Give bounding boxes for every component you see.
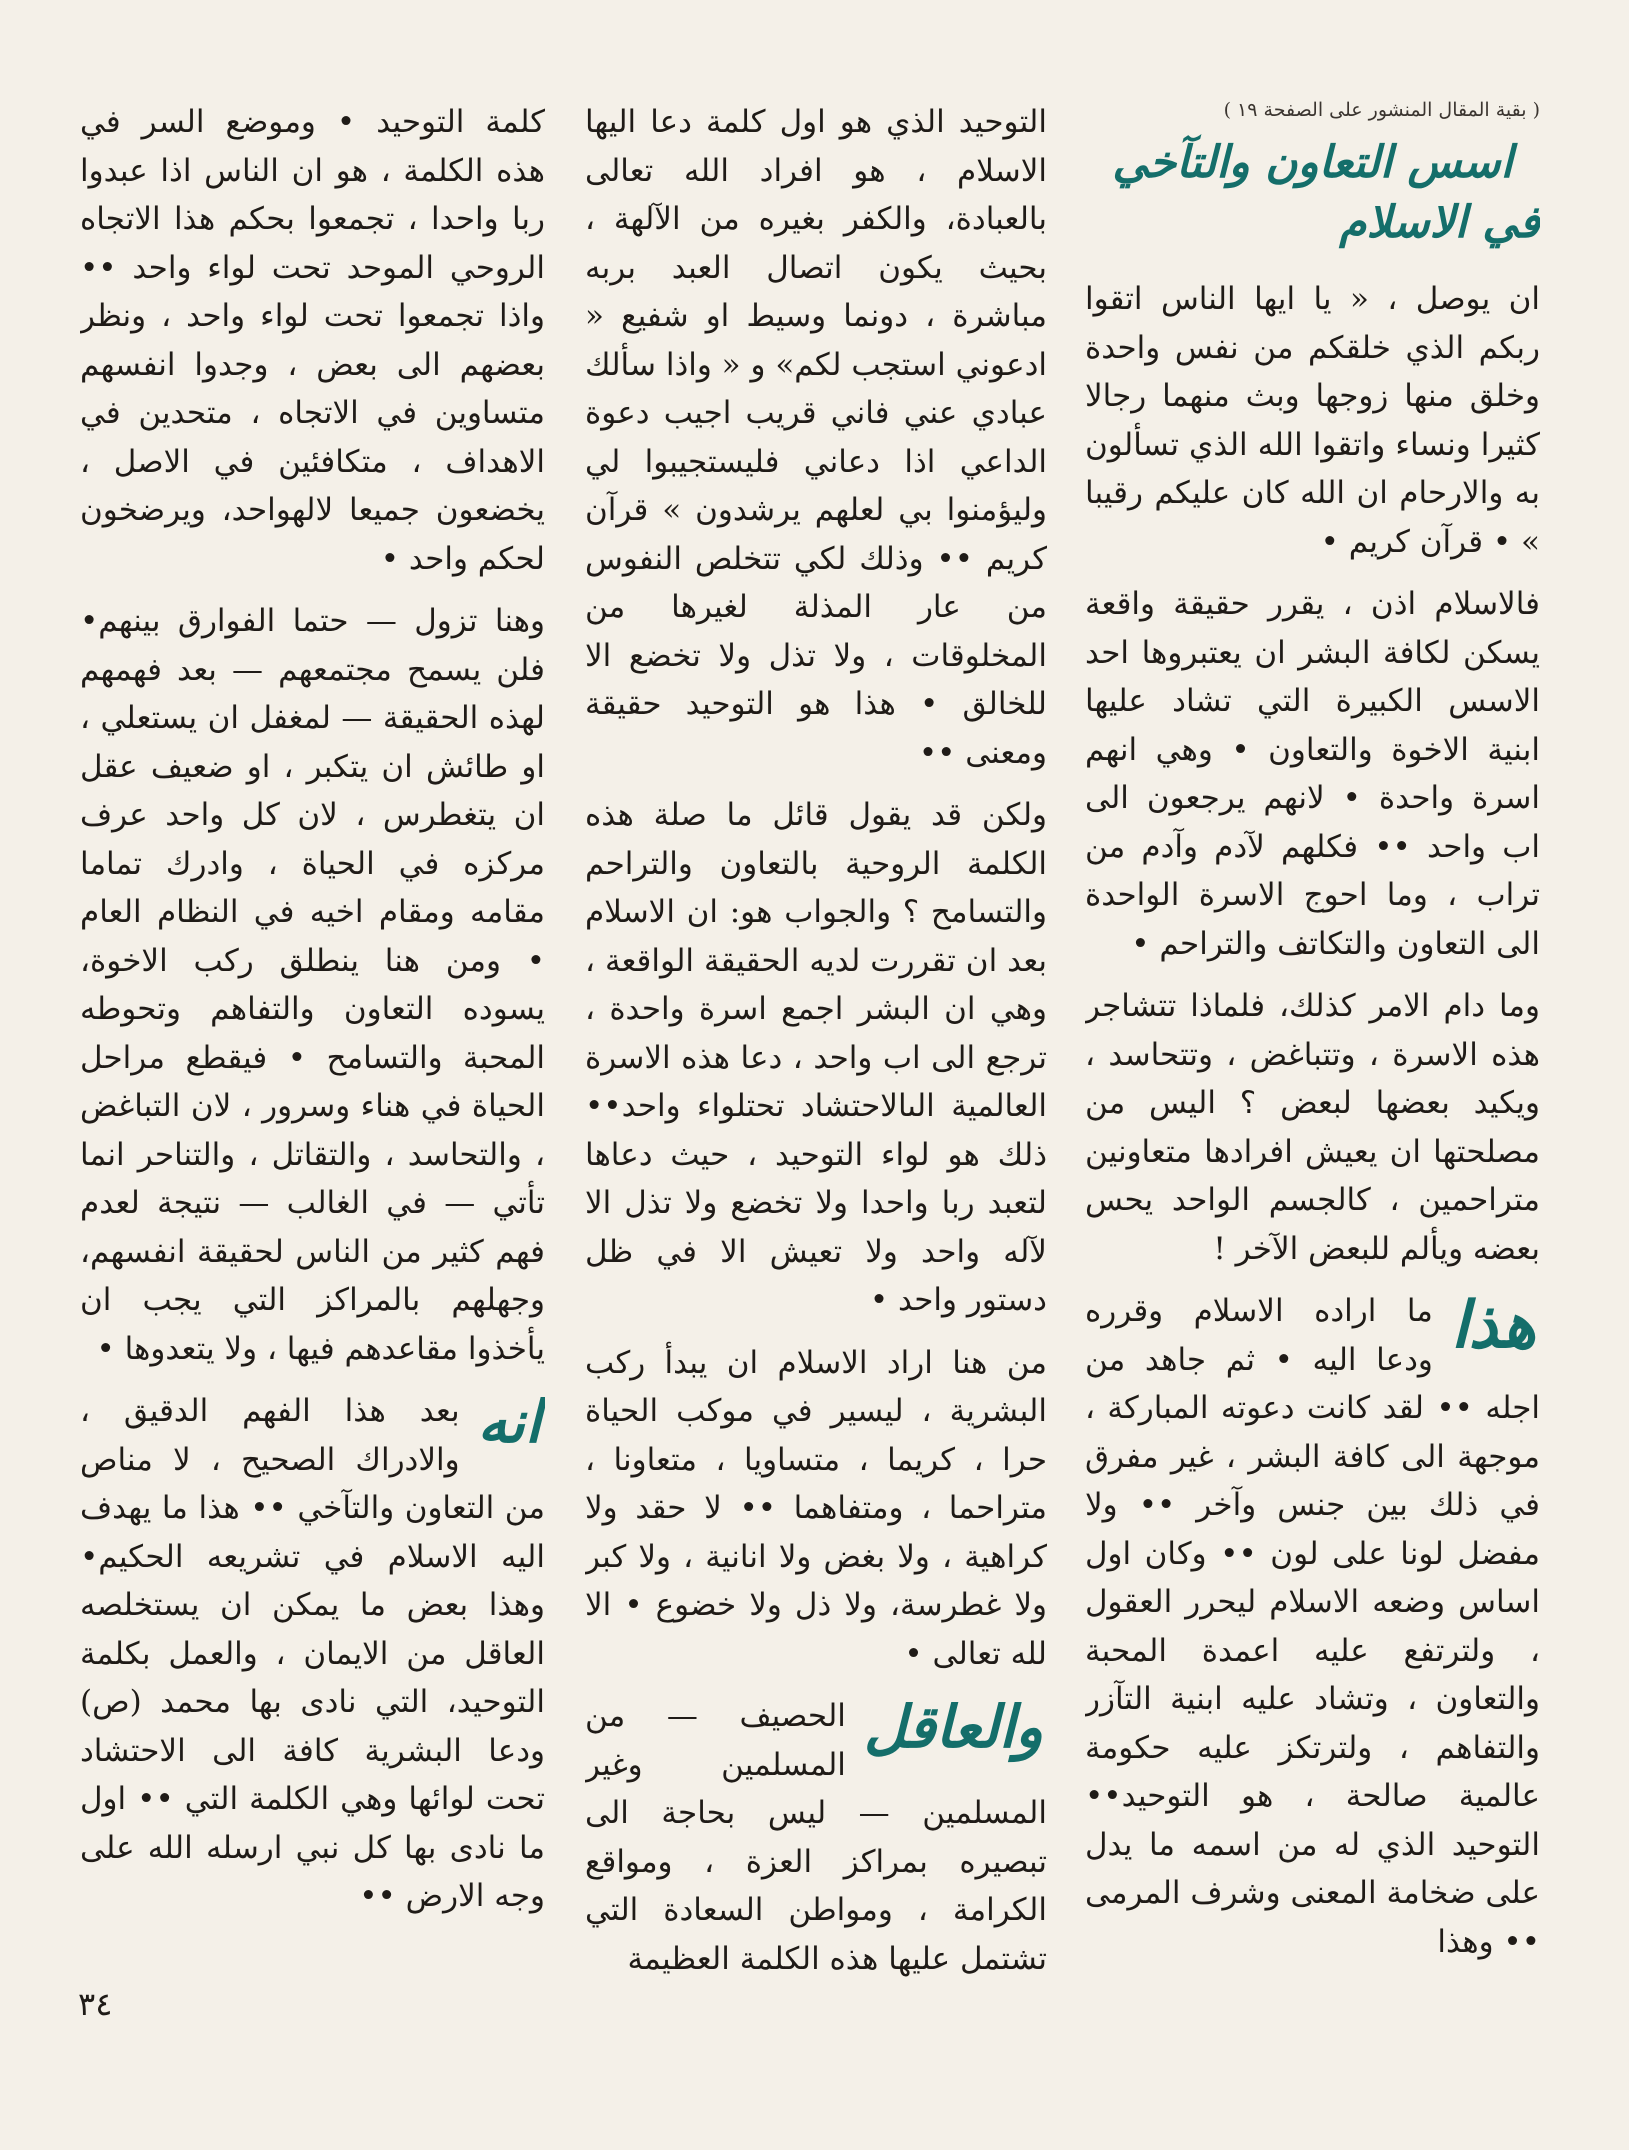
paragraph-text: الحصيف — من المسلمين وغير المسلمين — ليس بحاجة الى تبصيره بمراكز العزة ، ومواقع الكرامة ، ومواطن السعادة التي تشتمل عليها هذه الكلمة العظيمة — [585, 1698, 1047, 1977]
column-left — [80, 98, 545, 2038]
column-middle — [585, 98, 1047, 2038]
paragraph-with-dropcap — [1085, 1287, 1540, 1966]
dropcap-word: هذا — [1450, 1288, 1536, 1363]
paragraph: فالاسلام اذن ، يقرر حقيقة واقعة يسكن لكافة البشر ان يعتبروها احد الاسس الكبيرة التي تشاد عليها ابنية الاخوة والتعاون • وهي انهم اسرة واحدة • لانهم يرجعون الى اب واحد •• فكلهم لآدم وآدم من تراب ، وما احوج الاسرة الواحدة الى التعاون والتكاتف والتراحم • — [1085, 586, 1540, 962]
dropcap-word: والعاقل — [863, 1693, 1043, 1761]
paragraph: كلمة التوحيد • وموضع السر في هذه الكلمة ، هو ان الناس اذا عبدوا ربا واحدا ، تجمعوا بحكم هذا الاتجاه الروحي الموحد تحت لواء واحد •• واذا تجمعوا تحت لواء واحد ، ونظر بعضهم الى بعض ، وجدوا انفسهم متساوين في الاتجاه ، متحدين في الاهداف ، متكافئين في الاصل ، يخضعون جميعا لالهواحد، ويرضخون لحكم واحد • — [80, 104, 545, 577]
paragraph-text: بعد هذا الفهم الدقيق ، والادراك الصحيح ، لا مناص من التعاون والتآخي •• هذا ما يهدف اليه الاسلام في تشريعه الحكيم• وهذا بعض ما يمكن ان يستخلصه العاقل من الايمان ، والعمل بكلمة التوحيد، التي نادى بها محمد (ص) ودعا البشرية كافة الى الاحتشاد تحت لوائها وهي الكلمة التي •• اول ما نادى بها كل نبي ارسله الله على وجه الارض •• — [80, 1393, 545, 1914]
dropcap-word: انه — [477, 1388, 541, 1456]
paragraph: من هنا اراد الاسلام ان يبدأ ركب البشرية ، ليسير في موكب الحياة حرا ، كريما ، متساويا ، متعاونا ، متراحما ، ومتفاهما •• لا حقد ولا كراهية ، ولا بغض ولا انانية ، ولا كبر ولا غطرسة، ولا ذل ولا خضوع • الا لله تعالى • — [585, 1344, 1047, 1672]
paragraph: وما دام الامر كذلك، فلماذا تتشاجر هذه الاسرة ، وتتباغض ، وتتحاسد ، ويكيد بعضها لبعض ؟ اليس من مصلحتها ان يعيش افرادها متعاونين متراحمين ، كالجسم الواحد يحس بعضه ويألم للبعض الآخر ! — [1085, 988, 1540, 1267]
continued-note: ( بقية المقال المنشور على الصفحة ١٩ ) — [1223, 99, 1540, 121]
paragraph: ولكن قد يقول قائل ما صلة هذه الكلمة الروحية بالتعاون والتراحم والتسامح ؟ والجواب هو: ان الاسلام بعد ان تقررت لديه الحقيقة الواقعة ، وهي ان البشر اجمع اسرة واحدة ، ترجع الى اب واحد ، دعا هذه الاسرة العالمية الىالاحتشاد تحتلواء واحد•• ذلك هو لواء التوحيد ، حيث دعاها لتعبد ربا واحدا ولا تخضع ولا تذل الا لآله واحد ولا تعيش الا في ظل دستور واحد • — [585, 797, 1047, 1318]
page-number: ٣٤ — [78, 1985, 113, 2023]
article-title: اسس التعاون والتآخي في الاسلام — [1112, 137, 1540, 248]
paragraph-with-dropcap — [80, 1387, 545, 1921]
paragraph: ان يوصل ، « يا ايها الناس اتقوا ربكم الذي خلقكم من نفس واحدة وخلق منها زوجها وبث منهما رجالا كثيرا ونساء واتقوا الله الذي تسألون به والارحام ان الله كان عليكم رقيبا » • قرآن كريم • — [1085, 281, 1540, 560]
paragraph-text: ما اراده الاسلام وقرره ودعا اليه • ثم جاهد من اجله •• لقد كانت دعوته المباركة ، موجهة الى كافة البشر ، غير مفرق في ذلك بين جنس وآخر •• ولا مفضل لونا على لون •• وكان اول اساس وضعه الاسلام ليحرر العقول ، ولترتفع عليه اعمدة المحبة والتعاون ، وتشاد عليه ابنية التآزر والتفاهم ، ولترتكز عليه حكومة عالمية صالحة ، هو التوحيد•• التوحيد الذي له من اسمه ما يدل على ضخامة المعنى وشرف المرمى •• وهذا — [1085, 1293, 1540, 1960]
paragraph: التوحيد الذي هو اول كلمة دعا اليها الاسلام ، هو افراد الله تعالى بالعبادة، والكفر بغيره من الآلهة ، بحيث يكون اتصال العبد بربه مباشرة ، دونما وسيط او شفيع « ادعوني استجب لكم» و « واذا سألك عبادي عني فاني قريب اجيب دعوة الداعي اذا دعاني فليستجيبوا لي وليؤمنوا بي لعلهم يرشدون » قرآن كريم •• وذلك لكي تتخلص النفوس من عار المذلة لغيرها من المخلوقات ، ولا تذل ولا تخضع الا للخالق • هذا هو التوحيد حقيقة ومعنى •• — [585, 104, 1047, 771]
paragraph-with-dropcap — [585, 1692, 1047, 1983]
column-right — [1085, 95, 1540, 2035]
paragraph: وهنا تزول — حتما الفوارق بينهم• فلن يسمح مجتمعهم — بعد فهمهم لهذه الحقيقة — لمغفل ان يستعلي ، او طائش ان يتكبر ، او ضعيف عقل ان يتغطرس ، لان كل واحد عرف مركزه في الحياة ، وادرك تماما مقامه ومقام اخيه في النظام العام • ومن هنا ينطلق ركب الاخوة، يسوده التعاون والتفاهم وتحوطه المحبة والتسامح • فيقطع مراحل الحياة في هناء وسرور ، لان التباغض ، والتحاسد ، والتقاتل ، والتناحر انما تأتي — في الغالب — نتيجة لعدم فهم كثير من الناس لحقيقة انفسهم، وجهلهم بالمراكز التي يجب ان يأخذوا مقاعدهم فيها ، ولا يتعدوها • — [80, 603, 545, 1367]
